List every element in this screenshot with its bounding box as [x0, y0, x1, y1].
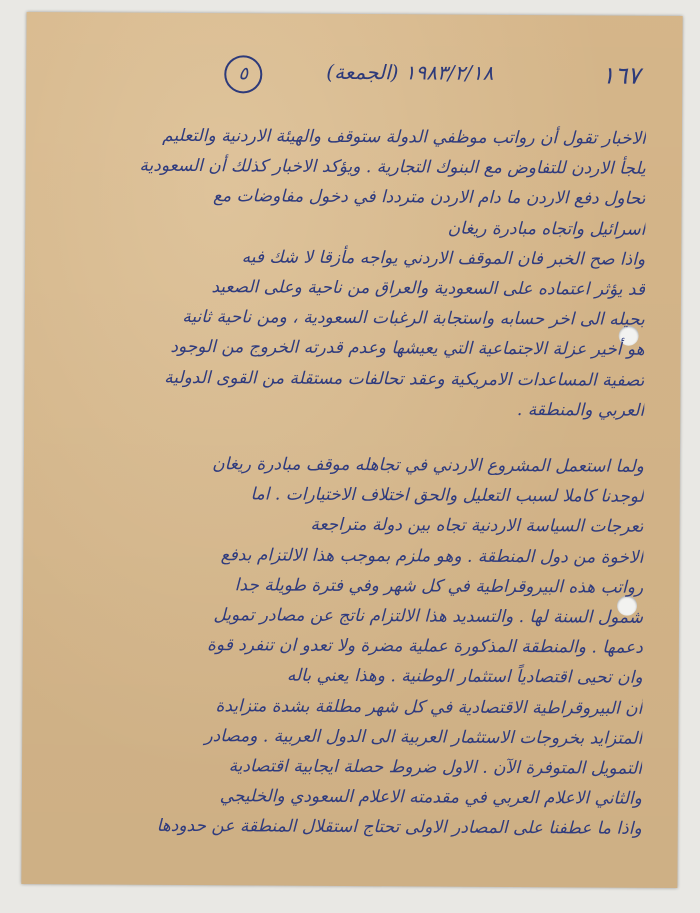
text-line: شمول السنة لها . والتسديد هذا الالتزام ناتج عن مصادر تمويل	[213, 605, 644, 628]
text-line: هو أخير عزلة الاجتماعية التي يعيشها وعدم قدرته الخروج من الوجود	[170, 337, 645, 361]
circled-mark: ٥	[224, 55, 262, 93]
text-line: العربي والمنطقة .	[516, 399, 645, 421]
date-line: (الجمعة) ١٩٨٣/٢/١٨	[326, 59, 494, 85]
document-page	[21, 12, 682, 888]
text-line: التمويل المتوفرة الآن . الاول ضروط حصلة ايجابية اقتصادية	[228, 756, 643, 779]
text-line: يلجأ الاردن للتفاوض مع البنوك التجارية . ويؤكد الاخبار كذلك أن السعودية	[139, 155, 646, 179]
page-number: ١٦٧	[601, 61, 641, 90]
text-line: بحيله الى اخر حسابه واستجابة الرغبات السعودية ، ومن ناحية ثانية	[182, 307, 645, 331]
text-line: دعمها . والمنطقة المذكورة عملية مضرة ولا تعدو ان تنفرد قوة	[206, 635, 643, 659]
text-line: واذا ما عطفنا على المصادر الاولى تحتاج استقلال المنطقة عن حدودها	[156, 816, 642, 840]
text-line: ولما استعمل المشروع الاردني في تجاهله موقف مبادرة ريغان	[212, 454, 644, 477]
text-line: تحاول دفع الاردن ما دام الاردن مترددا في دخول مفاوضات مع	[212, 186, 646, 210]
text-line: أن البيروقراطية الاقتصادية في كل شهر مطلقة بشدة متزايدة	[215, 695, 643, 719]
paragraph-gap	[64, 422, 644, 452]
text-line: اسرائيل واتجاه مبادرة ريغان	[447, 218, 646, 240]
text-line: قد يؤثر اعتماده على السعودية والعراق من ناحية وعلى الصعيد	[211, 277, 646, 300]
text-line: وان تحيى اقتصادياً استثمار الوطنية . وهذا يعني باله	[286, 666, 643, 689]
text-line: لوجدنا كاملا لسبب التعليل والحق اختلاف الاختيارات . اما	[250, 484, 644, 508]
text-line: تعرجات السياسة الاردنية تجاه بين دولة متراجعة	[310, 515, 644, 538]
handwritten-body	[62, 120, 646, 844]
text-line: الاخوة من دول المنطقة . وهو ملزم بموجب هذا الالتزام بدفع	[220, 544, 644, 568]
text-line: المتزايد بخروجات الاستثمار العربية الى الدول العربية . ومصادر	[204, 725, 643, 749]
text-line: والثاني الاعلام العربي في مقدمته الاعلام السعودي والخليجي	[219, 786, 642, 810]
text-line: تصفية المساعدات الامريكية وعقد تحالفات مستقلة من القوى الدولية	[164, 367, 645, 391]
text-line: الاخبار تقول أن رواتب موظفي الدولة ستوقف والهيئة الاردنية والتعليم	[162, 125, 646, 149]
text-line: رواتب هذه البيروقراطية في كل شهر وفي فترة طويلة جدا	[234, 575, 644, 598]
text-line: واذا صح الخبر فان الموقف الاردني يواجه مأزقا لا شك فيه	[241, 247, 646, 270]
